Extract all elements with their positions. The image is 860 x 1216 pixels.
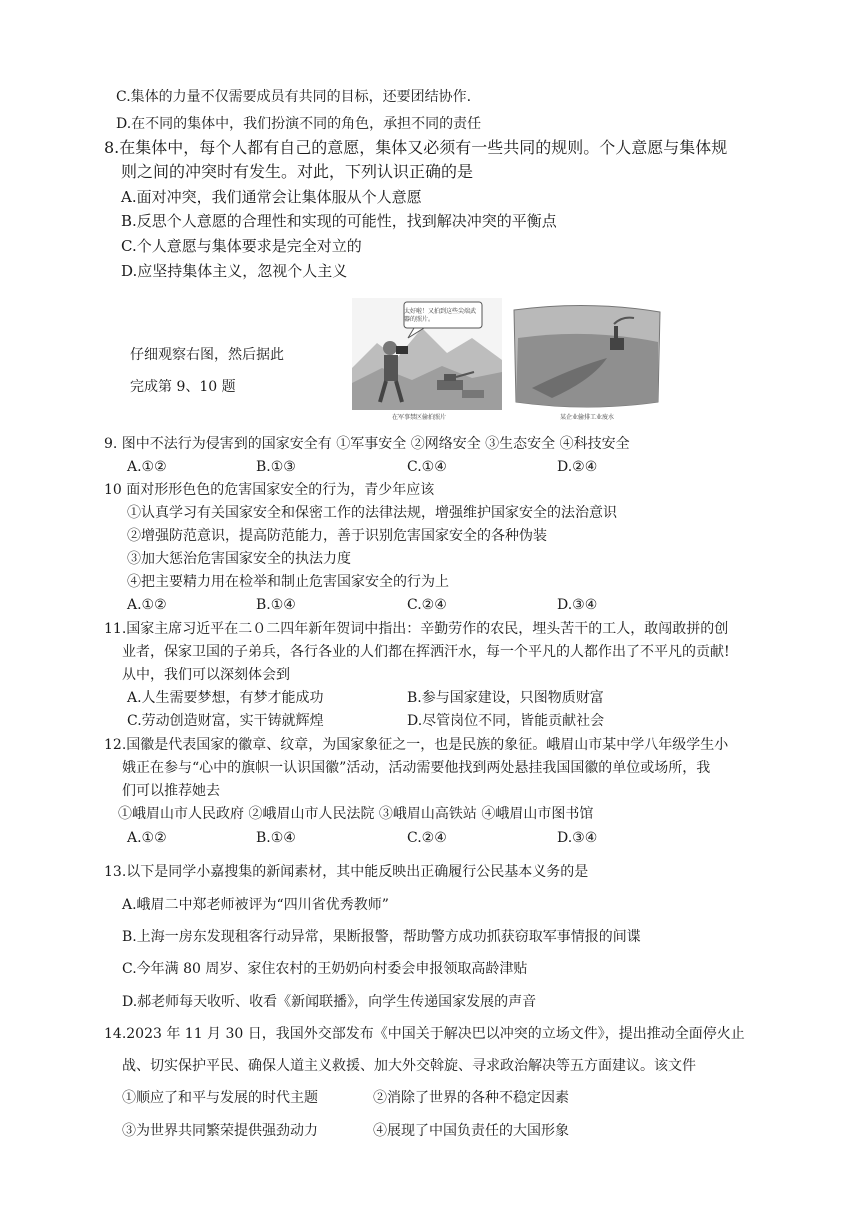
q8-option-b: B.反思个人意愿的合理性和实现的可能性，找到解决冲突的平衡点 [121,212,557,230]
q10-stem: 10 面对形形色色的危害国家安全的行为，青少年应该 [104,482,435,498]
q12-stem-line3: 们可以推荐她去 [122,783,220,799]
q11-option-a: A.人生需要梦想，有梦才能成功 [127,690,324,706]
q7-option-c: C.集体的力量不仅需要成员有共同的目标，还要团结协作. [116,89,472,105]
q13-option-c: C.今年满 80 周岁、家住农村的王奶奶向村委会申报领取高龄津贴 [122,961,528,977]
q10-item-1: ①认真学习有关国家安全和保密工作的法律法规，增强维护国家安全的法治意识 [127,505,617,521]
q14-stem-line1: 14.2023 年 11 月 30 日，我国外交部发布《中国关于解决巴以冲突的立场文件》，提出推动全面停火止 [104,1026,745,1042]
q13-option-d: D.郝老师每天收听、收看《新闻联播》，向学生传递国家发展的声音 [122,994,537,1010]
q8-option-d: D.应坚持集体主义，忽视个人主义 [121,262,348,280]
figure-intro-line1: 仔细观察右图，然后据此 [130,347,284,363]
q11-stem-line3: 从中，我们可以深刻体会到 [122,667,290,683]
caption-left: 在军事禁区偷拍照片 [392,414,447,421]
q11-stem-line1: 11.国家主席习近平在二０二四年新年贺词中指出：辛勤劳作的农民，埋头苦干的工人，敢闯敢拼的创 [104,621,729,637]
q12-stem-line1: 12.国徽是代表国家的徽章、纹章，为国家象征之一，也是民族的象征。峨眉山市某中学八年级学生小 [104,737,729,753]
q14-item-4: ④展现了中国负责任的大国形象 [373,1123,569,1139]
q12-option-d: D.③④ [557,830,598,846]
q12-option-a: A.①② [127,830,167,846]
q10-option-a: A.①② [127,597,167,613]
figure-intro-line2: 完成第 9、10 题 [130,379,236,395]
q7-option-d: D.在不同的集体中，我们扮演不同的角色，承担不同的责任 [116,116,482,132]
q12-stem-line2: 娥正在参与“心中的旗帜一认识国徽”活动，活动需要他找到两处悬挂我国国徽的单位或场所，我 [122,760,711,776]
q11-option-d: D.尽管岗位不同，皆能贡献社会 [407,713,605,729]
q9-option-d: D.②④ [557,459,598,475]
q13-option-b: B.上海一房东发现租客行动异常，果断报警，帮助警方成功抓获窃取军事情报的间谍 [122,929,641,945]
q12-option-b: B.①④ [256,830,296,846]
q12-items: ①峨眉山市人民政府 ②峨眉山市人民法院 ③峨眉山高铁站 ④峨眉山市图书馆 [118,806,594,822]
q8-option-c: C.个人意愿与集体要求是完全对立的 [121,237,362,255]
q9-stem: 9. 图中不法行为侵害到的国家安全有 ①军事安全 ②网络安全 ③生态安全 ④科技安全 [104,436,630,452]
q11-option-b: B.参与国家建设，只图物质财富 [407,690,604,706]
q9-option-c: C.①④ [407,459,447,475]
q13-stem: 13.以下是同学小嘉搜集的新闻素材，其中能反映出正确履行公民基本义务的是 [104,864,589,880]
q14-item-3: ③为世界共同繁荣提供强劲动力 [122,1123,318,1139]
right-cartoon-panel [514,305,660,407]
caption-right: 某企业偷排工业废水 [560,414,615,421]
q11-stem-line2: 业者，保家卫国的子弟兵，各行各业的人们都在挥洒汗水，每一个平凡的人都作出了不平凡的贡献! [122,644,730,660]
q10-option-c: C.②④ [407,597,447,613]
q12-option-c: C.②④ [407,830,447,846]
q8-stem-line1: 8.在集体中，每个人都有自己的意愿，集体又必须有一些共同的规则。个人意愿与集体规 [104,138,728,157]
q10-item-3: ③加大惩治危害国家安全的执法力度 [127,551,351,567]
q14-item-2: ②消除了世界的各种不稳定因素 [373,1090,569,1106]
q10-item-4: ④把主要精力用在检举和制止危害国家安全的行为上 [127,574,449,590]
q13-option-a: A.峨眉二中郑老师被评为“四川省优秀教师” [122,897,389,913]
q10-option-d: D.③④ [557,597,598,613]
cartoon-figure [352,298,664,420]
q14-stem-line2: 战、切实保护平民、确保人道主义救援、加大外交斡旋、寻求政治解决等五方面建议。该文件 [122,1058,696,1074]
q9-option-b: B.①③ [256,459,296,475]
q8-option-a: A.面对冲突，我们通常会让集体服从个人意愿 [121,188,422,206]
speech-bubble-text: 太好啦！又拍到这些尖端武器的照片。 [404,308,477,323]
q8-stem-line2: 则之间的冲突时有发生。对此，下列认识正确的是 [121,162,474,181]
q10-item-2: ②增强防范意识，提高防范能力，善于识别危害国家安全的各种伪装 [127,528,547,544]
q9-option-a: A.①② [127,459,167,475]
q11-option-c: C.劳动创造财富，实干铸就辉煌 [127,713,324,729]
cartoon-illustration [352,298,664,420]
q10-option-b: B.①④ [256,597,296,613]
q14-item-1: ①顺应了和平与发展的时代主题 [122,1090,318,1106]
